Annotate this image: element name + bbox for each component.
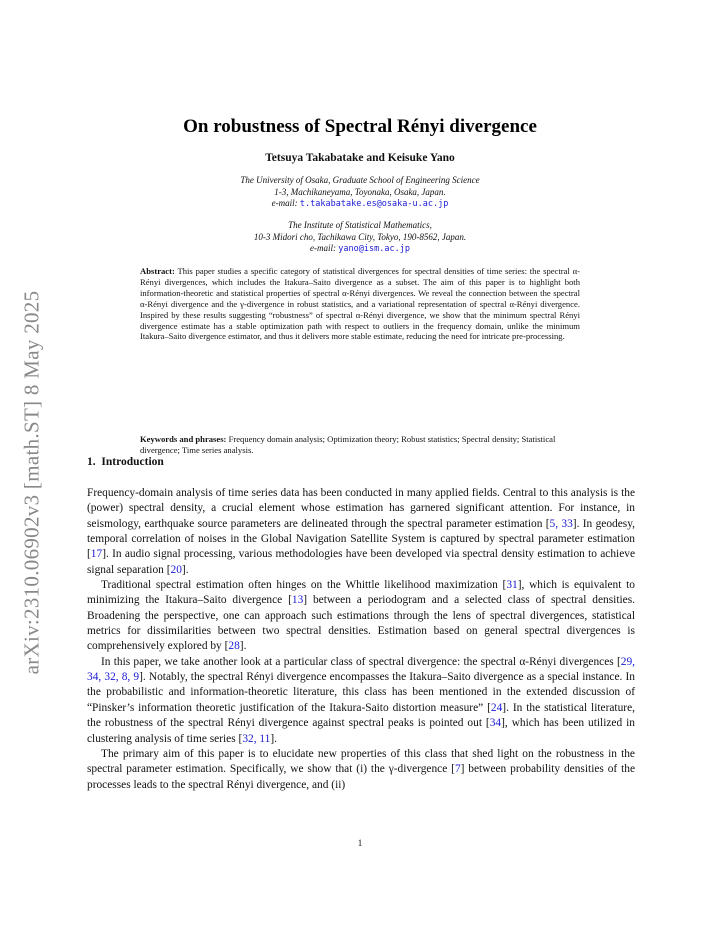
citation-link[interactable]: 13 (291, 594, 304, 607)
affiliation-2-email-line (0, 243, 720, 256)
body-text: ] between probability densities of the processes leads to the spectral Rényi divergence, and (ii) (87, 763, 635, 791)
body-text: ]. In geodesy, temporal correlation of noises in the Global Navigation Satellite System is captured by spectral parameter estimation [ (87, 517, 635, 561)
abstract (140, 266, 580, 342)
abstract-text: This paper studies a specific category of statistical divergences for spectral densities of time series: the spectral α-Rényi divergences, which includes the Itakura–Saito divergence as a subset. The aim of this paper is to highlight both information-theoretic and statistical properties of spectral α-Rényi divergences. We reveal the connection between the spectral α-Rényi divergence and the γ-divergence in robust statistics, and a variational representation of spectral α-Rényi divergence. Inspired by these results suggesting “robustness” of spectral α-Rényi divergence, we show that the minimum spectral Rényi divergence estimate has a stable optimization path with respect to outliers in the frequency domain, unlike the minimum Itakura–Saito divergence estimator, and thus it delivers more stable estimate, reducing the need for intricate pre-processing. (140, 266, 580, 342)
citation-link[interactable]: 29, 34, 32, 8, 9 (87, 655, 635, 684)
affiliation-2-line-2: 10-3 Midori cho, Tachikawa City, Tokyo, 190-8562, Japan. (253, 231, 467, 242)
page-number: 1 (357, 838, 363, 848)
body-text: ]. In audio signal processing, various methodologies have been developed via spectral density estimation to achieve signal separation [ (87, 548, 635, 576)
citation-link[interactable]: 31 (506, 579, 518, 592)
keywords (140, 434, 580, 456)
body-text: ]. (239, 640, 247, 653)
body-text: Traditional spectral estimation often hinges on the Whittle likelihood maximization [ (101, 579, 507, 592)
body-paragraph (87, 747, 635, 793)
introduction-body (87, 486, 635, 793)
citation-link[interactable]: 28 (228, 640, 240, 653)
keywords-label: Keywords and phrases: (140, 434, 227, 444)
affiliation-1 (0, 175, 720, 211)
citation-link[interactable]: 32, 11 (242, 732, 271, 745)
arxiv-identifier: arXiv:2310.06902v3 [math.ST] 8 May 2025 (19, 290, 44, 675)
affiliation-1-email-line (0, 198, 720, 211)
body-text: ]. (181, 563, 189, 576)
abstract-label: Abstract: (140, 266, 175, 276)
affiliation-2-line-1: The Institute of Statistical Mathematics, (288, 220, 432, 230)
body-text: ], which has been utilized in clustering analysis of time series [ (87, 717, 635, 745)
affiliation-1-line-2: 1-3, Machikaneyama, Toyonaka, Osaka, Japan. (274, 186, 446, 197)
body-paragraph (87, 578, 635, 655)
body-text: ]. (270, 732, 278, 745)
paper-title: On robustness of Spectral Rényi divergence (183, 116, 537, 137)
body-text: The primary aim of this paper is to elucidate new properties of this class that shed light on the robustness in the spectral parameter estimation. Specifically, we show that (i) the γ-divergence [ (87, 747, 635, 776)
email-label: e-mail: (271, 198, 300, 208)
affiliation-2 (0, 220, 720, 256)
body-text: ]. Notably, the spectral Rényi divergence encompasses the Itakura–Saito divergence as a special instance. In the probabilistic and information-theoretic literature, this class has been mentioned in the extended discussion of “Pinsker’s information theoretic justification of the Itakura-Saito distortion measure” [ (87, 671, 635, 714)
authors: Tetsuya Takabatake and Keisuke Yano (265, 152, 455, 164)
section-title: Introduction (101, 456, 164, 468)
affiliation-1-line-1: The University of Osaka, Graduate School of Engineering Science (240, 175, 480, 185)
email-link-2[interactable]: yano@ism.ac.jp (338, 244, 410, 254)
email-link-1[interactable]: t.takabatake.es@osaka-u.ac.jp (299, 199, 449, 209)
citation-link[interactable]: 34 (489, 717, 502, 730)
body-text: ] between a periodogram and a selected class of spectral densities. Broadening the perspective, one can approach such estimations through the lens of spectral divergences, statistical metrics for dissimilarities between two spectral densities. Estimation based on general spectral divergences is comprehensively explored by [ (87, 594, 635, 653)
citation-link[interactable]: 17 (90, 548, 103, 561)
body-paragraph (87, 655, 635, 747)
section-heading (87, 456, 164, 468)
citation-link[interactable]: 24 (490, 701, 503, 714)
body-text: Frequency-domain analysis of time series data has been conducted in many applied fields. Central to this analysis is the (power) spectral density, a crucial element whose estimation has garnered significant attention. For instance, in seismology, earthquake source parameters are delineated through the spectral parameter estimation [ (87, 487, 635, 530)
citation-link[interactable]: 7 (454, 763, 461, 776)
section-number: 1. (87, 456, 96, 468)
email-label: e-mail: (310, 243, 339, 253)
keywords-text: Frequency domain analysis; Optimization theory; Robust statistics; Spectral density; Statistical divergence; Time series analysis. (140, 434, 556, 455)
body-text: In this paper, we take another look at a particular class of spectral divergence: the spectral α-Rényi divergences [ (101, 655, 621, 668)
citation-link[interactable]: 5, 33 (549, 517, 573, 530)
body-text: ], which is equivalent to minimizing the Itakura–Saito divergence [ (87, 579, 635, 607)
body-text: ]. In the statistical literature, the robustness of the spectral Rényi divergence against spectral peaks is pointed out [ (87, 701, 635, 730)
citation-link[interactable]: 20 (170, 563, 182, 576)
body-paragraph (87, 486, 635, 578)
